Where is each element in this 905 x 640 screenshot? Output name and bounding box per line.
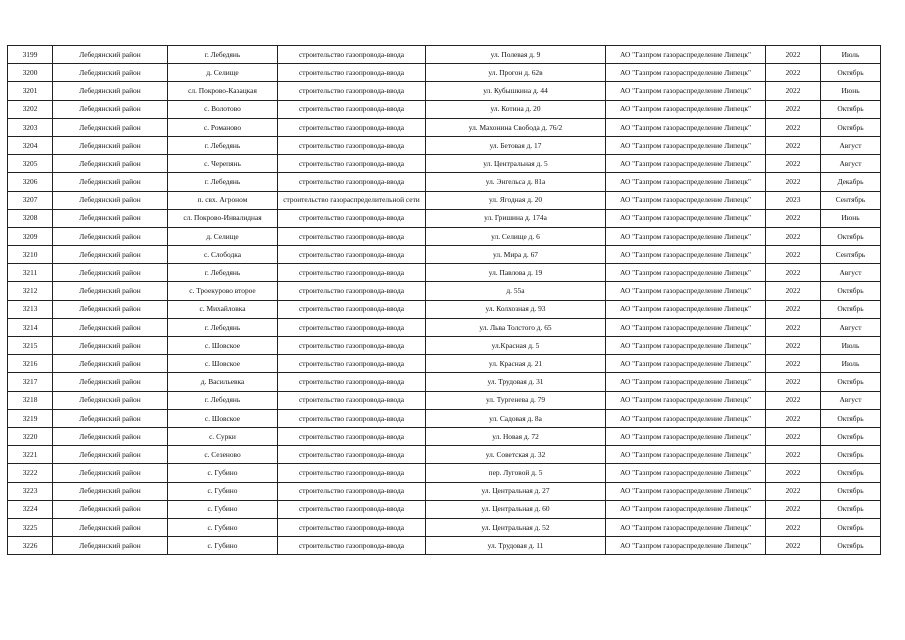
address-cell: ул. Полевая д. 9 xyxy=(426,46,606,64)
row-number-cell: 3216 xyxy=(8,355,53,373)
table-row xyxy=(8,446,881,464)
district-cell: Лебедянский район xyxy=(53,209,168,227)
organization-cell: АО "Газпром газораспределение Липецк" xyxy=(606,100,766,118)
table-row xyxy=(8,173,881,191)
organization-cell: АО "Газпром газораспределение Липецк" xyxy=(606,191,766,209)
table-row xyxy=(8,100,881,118)
month-cell: Август xyxy=(821,318,881,336)
table-row xyxy=(8,337,881,355)
month-cell: Июль xyxy=(821,355,881,373)
locality-cell: г. Лебедянь xyxy=(168,173,278,191)
address-cell: ул.Красная д. 5 xyxy=(426,337,606,355)
table-row xyxy=(8,227,881,245)
month-cell: Октябрь xyxy=(821,446,881,464)
table-row xyxy=(8,209,881,227)
district-cell: Лебедянский район xyxy=(53,337,168,355)
address-cell: ул. Махонина Свобода д. 76/2 xyxy=(426,118,606,136)
year-cell: 2022 xyxy=(766,391,821,409)
locality-cell: с. Черепянь xyxy=(168,155,278,173)
work-type-cell: строительство газопровода-ввода xyxy=(278,482,426,500)
table-row xyxy=(8,355,881,373)
district-cell: Лебедянский район xyxy=(53,427,168,445)
month-cell: Октябрь xyxy=(821,409,881,427)
month-cell: Октябрь xyxy=(821,118,881,136)
row-number-cell: 3205 xyxy=(8,155,53,173)
year-cell: 2022 xyxy=(766,518,821,536)
row-number-cell: 3217 xyxy=(8,373,53,391)
address-cell: ул. Советская д. 32 xyxy=(426,446,606,464)
address-cell: ул. Красная д. 21 xyxy=(426,355,606,373)
organization-cell: АО "Газпром газораспределение Липецк" xyxy=(606,446,766,464)
table-row xyxy=(8,518,881,536)
work-type-cell: строительство газопровода-ввода xyxy=(278,427,426,445)
gas-connection-table xyxy=(7,45,881,555)
year-cell: 2022 xyxy=(766,209,821,227)
work-type-cell: строительство газопровода-ввода xyxy=(278,64,426,82)
locality-cell: г. Лебедянь xyxy=(168,136,278,154)
address-cell: ул. Бетовая д. 17 xyxy=(426,136,606,154)
district-cell: Лебедянский район xyxy=(53,264,168,282)
locality-cell: с. Троекурово второе xyxy=(168,282,278,300)
locality-cell: д. Селище xyxy=(168,64,278,82)
row-number-cell: 3211 xyxy=(8,264,53,282)
organization-cell: АО "Газпром газораспределение Липецк" xyxy=(606,427,766,445)
year-cell: 2022 xyxy=(766,282,821,300)
district-cell: Лебедянский район xyxy=(53,282,168,300)
row-number-cell: 3212 xyxy=(8,282,53,300)
organization-cell: АО "Газпром газораспределение Липецк" xyxy=(606,355,766,373)
work-type-cell: строительство газопровода-ввода xyxy=(278,446,426,464)
year-cell: 2022 xyxy=(766,246,821,264)
month-cell: Август xyxy=(821,264,881,282)
work-type-cell: строительство газопровода-ввода xyxy=(278,136,426,154)
district-cell: Лебедянский район xyxy=(53,173,168,191)
month-cell: Июнь xyxy=(821,82,881,100)
locality-cell: д. Васильевка xyxy=(168,373,278,391)
table-row xyxy=(8,300,881,318)
table-row xyxy=(8,427,881,445)
table-row xyxy=(8,264,881,282)
district-cell: Лебедянский район xyxy=(53,482,168,500)
organization-cell: АО "Газпром газораспределение Липецк" xyxy=(606,82,766,100)
district-cell: Лебедянский район xyxy=(53,409,168,427)
address-cell: ул. Прогон д. 62в xyxy=(426,64,606,82)
organization-cell: АО "Газпром газораспределение Липецк" xyxy=(606,482,766,500)
year-cell: 2022 xyxy=(766,500,821,518)
row-number-cell: 3224 xyxy=(8,500,53,518)
row-number-cell: 3215 xyxy=(8,337,53,355)
year-cell: 2022 xyxy=(766,373,821,391)
table-row xyxy=(8,373,881,391)
month-cell: Октябрь xyxy=(821,537,881,555)
month-cell: Декабрь xyxy=(821,173,881,191)
district-cell: Лебедянский район xyxy=(53,300,168,318)
row-number-cell: 3218 xyxy=(8,391,53,409)
locality-cell: с. Сурки xyxy=(168,427,278,445)
address-cell: ул. Ягодная д. 20 xyxy=(426,191,606,209)
district-cell: Лебедянский район xyxy=(53,227,168,245)
row-number-cell: 3213 xyxy=(8,300,53,318)
year-cell: 2022 xyxy=(766,337,821,355)
table-row xyxy=(8,118,881,136)
table-body xyxy=(8,46,881,555)
month-cell: Июль xyxy=(821,46,881,64)
row-number-cell: 3201 xyxy=(8,82,53,100)
year-cell: 2022 xyxy=(766,100,821,118)
row-number-cell: 3225 xyxy=(8,518,53,536)
organization-cell: АО "Газпром газораспределение Липецк" xyxy=(606,337,766,355)
work-type-cell: строительство газораспределительной сети xyxy=(278,191,426,209)
row-number-cell: 3209 xyxy=(8,227,53,245)
year-cell: 2022 xyxy=(766,264,821,282)
work-type-cell: строительство газопровода-ввода xyxy=(278,118,426,136)
month-cell: Август xyxy=(821,391,881,409)
work-type-cell: строительство газопровода-ввода xyxy=(278,391,426,409)
row-number-cell: 3210 xyxy=(8,246,53,264)
address-cell: пер. Луговой д. 5 xyxy=(426,464,606,482)
row-number-cell: 3219 xyxy=(8,409,53,427)
month-cell: Сентябрь xyxy=(821,191,881,209)
district-cell: Лебедянский район xyxy=(53,373,168,391)
district-cell: Лебедянский район xyxy=(53,82,168,100)
table-row xyxy=(8,155,881,173)
district-cell: Лебедянский район xyxy=(53,246,168,264)
work-type-cell: строительство газопровода-ввода xyxy=(278,318,426,336)
row-number-cell: 3206 xyxy=(8,173,53,191)
address-cell: ул. Центральная д. 52 xyxy=(426,518,606,536)
locality-cell: с. Губино xyxy=(168,518,278,536)
row-number-cell: 3220 xyxy=(8,427,53,445)
work-type-cell: строительство газопровода-ввода xyxy=(278,209,426,227)
address-cell: ул. Гришина д. 174а xyxy=(426,209,606,227)
locality-cell: д. Селище xyxy=(168,227,278,245)
organization-cell: АО "Газпром газораспределение Липецк" xyxy=(606,118,766,136)
year-cell: 2022 xyxy=(766,82,821,100)
address-cell: ул. Павлова д. 19 xyxy=(426,264,606,282)
year-cell: 2022 xyxy=(766,173,821,191)
work-type-cell: строительство газопровода-ввода xyxy=(278,464,426,482)
work-type-cell: строительство газопровода-ввода xyxy=(278,409,426,427)
address-cell: д. 55а xyxy=(426,282,606,300)
locality-cell: г. Лебедянь xyxy=(168,318,278,336)
district-cell: Лебедянский район xyxy=(53,518,168,536)
organization-cell: АО "Газпром газораспределение Липецк" xyxy=(606,173,766,191)
work-type-cell: строительство газопровода-ввода xyxy=(278,46,426,64)
year-cell: 2022 xyxy=(766,464,821,482)
address-cell: ул. Трудовая д. 31 xyxy=(426,373,606,391)
district-cell: Лебедянский район xyxy=(53,500,168,518)
locality-cell: г. Лебедянь xyxy=(168,264,278,282)
locality-cell: г. Лебедянь xyxy=(168,391,278,409)
work-type-cell: строительство газопровода-ввода xyxy=(278,282,426,300)
row-number-cell: 3222 xyxy=(8,464,53,482)
row-number-cell: 3207 xyxy=(8,191,53,209)
locality-cell: с. Губино xyxy=(168,537,278,555)
organization-cell: АО "Газпром газораспределение Липецк" xyxy=(606,518,766,536)
year-cell: 2022 xyxy=(766,427,821,445)
work-type-cell: строительство газопровода-ввода xyxy=(278,355,426,373)
month-cell: Июль xyxy=(821,337,881,355)
organization-cell: АО "Газпром газораспределение Липецк" xyxy=(606,64,766,82)
address-cell: ул. Центральная д. 5 xyxy=(426,155,606,173)
organization-cell: АО "Газпром газораспределение Липецк" xyxy=(606,46,766,64)
month-cell: Сентябрь xyxy=(821,246,881,264)
locality-cell: сл. Покрово-Казацкая xyxy=(168,82,278,100)
address-cell: ул. Центральная д. 27 xyxy=(426,482,606,500)
row-number-cell: 3223 xyxy=(8,482,53,500)
locality-cell: п. свх. Агроном xyxy=(168,191,278,209)
address-cell: ул. Садовая д. 8а xyxy=(426,409,606,427)
table-row xyxy=(8,282,881,300)
year-cell: 2022 xyxy=(766,355,821,373)
locality-cell: с. Волотово xyxy=(168,100,278,118)
address-cell: ул. Мира д. 67 xyxy=(426,246,606,264)
work-type-cell: строительство газопровода-ввода xyxy=(278,155,426,173)
year-cell: 2022 xyxy=(766,409,821,427)
address-cell: ул. Котина д. 20 xyxy=(426,100,606,118)
locality-cell: с. Шовское xyxy=(168,355,278,373)
district-cell: Лебедянский район xyxy=(53,391,168,409)
year-cell: 2022 xyxy=(766,446,821,464)
locality-cell: с. Губино xyxy=(168,482,278,500)
table-row xyxy=(8,482,881,500)
district-cell: Лебедянский район xyxy=(53,191,168,209)
work-type-cell: строительство газопровода-ввода xyxy=(278,227,426,245)
month-cell: Октябрь xyxy=(821,427,881,445)
month-cell: Август xyxy=(821,155,881,173)
locality-cell: сл. Покрово-Инвалидная xyxy=(168,209,278,227)
row-number-cell: 3208 xyxy=(8,209,53,227)
year-cell: 2023 xyxy=(766,191,821,209)
address-cell: ул. Селище д. 6 xyxy=(426,227,606,245)
organization-cell: АО "Газпром газораспределение Липецк" xyxy=(606,537,766,555)
year-cell: 2022 xyxy=(766,537,821,555)
locality-cell: с. Губино xyxy=(168,464,278,482)
table-row xyxy=(8,46,881,64)
month-cell: Октябрь xyxy=(821,518,881,536)
year-cell: 2022 xyxy=(766,300,821,318)
work-type-cell: строительство газопровода-ввода xyxy=(278,264,426,282)
table-row xyxy=(8,464,881,482)
organization-cell: АО "Газпром газораспределение Липецк" xyxy=(606,282,766,300)
month-cell: Октябрь xyxy=(821,282,881,300)
work-type-cell: строительство газопровода-ввода xyxy=(278,537,426,555)
year-cell: 2022 xyxy=(766,318,821,336)
year-cell: 2022 xyxy=(766,482,821,500)
month-cell: Октябрь xyxy=(821,64,881,82)
district-cell: Лебедянский район xyxy=(53,118,168,136)
row-number-cell: 3200 xyxy=(8,64,53,82)
row-number-cell: 3204 xyxy=(8,136,53,154)
table-row xyxy=(8,82,881,100)
month-cell: Октябрь xyxy=(821,227,881,245)
work-type-cell: строительство газопровода-ввода xyxy=(278,300,426,318)
table-row xyxy=(8,391,881,409)
organization-cell: АО "Газпром газораспределение Липецк" xyxy=(606,264,766,282)
organization-cell: АО "Газпром газораспределение Липецк" xyxy=(606,373,766,391)
row-number-cell: 3221 xyxy=(8,446,53,464)
year-cell: 2022 xyxy=(766,227,821,245)
locality-cell: с. Романово xyxy=(168,118,278,136)
organization-cell: АО "Газпром газораспределение Липецк" xyxy=(606,318,766,336)
locality-cell: с. Шовское xyxy=(168,337,278,355)
locality-cell: с. Слободка xyxy=(168,246,278,264)
work-type-cell: строительство газопровода-ввода xyxy=(278,100,426,118)
month-cell: Август xyxy=(821,136,881,154)
table-row xyxy=(8,64,881,82)
work-type-cell: строительство газопровода-ввода xyxy=(278,500,426,518)
address-cell: ул. Новая д. 72 xyxy=(426,427,606,445)
month-cell: Октябрь xyxy=(821,482,881,500)
work-type-cell: строительство газопровода-ввода xyxy=(278,518,426,536)
year-cell: 2022 xyxy=(766,155,821,173)
address-cell: ул. Тургенева д. 79 xyxy=(426,391,606,409)
district-cell: Лебедянский район xyxy=(53,464,168,482)
year-cell: 2022 xyxy=(766,118,821,136)
work-type-cell: строительство газопровода-ввода xyxy=(278,337,426,355)
locality-cell: с. Михайловка xyxy=(168,300,278,318)
table-row xyxy=(8,318,881,336)
row-number-cell: 3226 xyxy=(8,537,53,555)
work-type-cell: строительство газопровода-ввода xyxy=(278,246,426,264)
table-row xyxy=(8,246,881,264)
organization-cell: АО "Газпром газораспределение Липецк" xyxy=(606,246,766,264)
address-cell: ул. Энгельса д. 81а xyxy=(426,173,606,191)
month-cell: Октябрь xyxy=(821,500,881,518)
organization-cell: АО "Газпром газораспределение Липецк" xyxy=(606,409,766,427)
table-row xyxy=(8,500,881,518)
district-cell: Лебедянский район xyxy=(53,446,168,464)
locality-cell: г. Лебедянь xyxy=(168,46,278,64)
address-cell: ул. Льва Толстого д. 65 xyxy=(426,318,606,336)
organization-cell: АО "Газпром газораспределение Липецк" xyxy=(606,391,766,409)
locality-cell: с. Губино xyxy=(168,500,278,518)
row-number-cell: 3214 xyxy=(8,318,53,336)
district-cell: Лебедянский район xyxy=(53,355,168,373)
address-cell: ул. Центральная д. 60 xyxy=(426,500,606,518)
district-cell: Лебедянский район xyxy=(53,46,168,64)
organization-cell: АО "Газпром газораспределение Липецк" xyxy=(606,464,766,482)
organization-cell: АО "Газпром газораспределение Липецк" xyxy=(606,209,766,227)
organization-cell: АО "Газпром газораспределение Липецк" xyxy=(606,227,766,245)
month-cell: Июнь xyxy=(821,209,881,227)
year-cell: 2022 xyxy=(766,46,821,64)
month-cell: Октябрь xyxy=(821,100,881,118)
month-cell: Октябрь xyxy=(821,300,881,318)
district-cell: Лебедянский район xyxy=(53,136,168,154)
locality-cell: с. Шовское xyxy=(168,409,278,427)
organization-cell: АО "Газпром газораспределение Липецк" xyxy=(606,300,766,318)
table-row xyxy=(8,409,881,427)
month-cell: Октябрь xyxy=(821,464,881,482)
work-type-cell: строительство газопровода-ввода xyxy=(278,173,426,191)
month-cell: Октябрь xyxy=(821,373,881,391)
row-number-cell: 3203 xyxy=(8,118,53,136)
locality-cell: с. Сезеново xyxy=(168,446,278,464)
work-type-cell: строительство газопровода-ввода xyxy=(278,373,426,391)
row-number-cell: 3199 xyxy=(8,46,53,64)
district-cell: Лебедянский район xyxy=(53,155,168,173)
organization-cell: АО "Газпром газораспределение Липецк" xyxy=(606,500,766,518)
district-cell: Лебедянский район xyxy=(53,318,168,336)
district-cell: Лебедянский район xyxy=(53,100,168,118)
district-cell: Лебедянский район xyxy=(53,537,168,555)
table-row xyxy=(8,537,881,555)
year-cell: 2022 xyxy=(766,64,821,82)
work-type-cell: строительство газопровода-ввода xyxy=(278,82,426,100)
table-row xyxy=(8,191,881,209)
address-cell: ул. Трудовая д. 11 xyxy=(426,537,606,555)
address-cell: ул. Кубышкина д. 44 xyxy=(426,82,606,100)
organization-cell: АО "Газпром газораспределение Липецк" xyxy=(606,155,766,173)
district-cell: Лебедянский район xyxy=(53,64,168,82)
organization-cell: АО "Газпром газораспределение Липецк" xyxy=(606,136,766,154)
row-number-cell: 3202 xyxy=(8,100,53,118)
table-row xyxy=(8,136,881,154)
address-cell: ул. Колхозная д. 93 xyxy=(426,300,606,318)
year-cell: 2022 xyxy=(766,136,821,154)
